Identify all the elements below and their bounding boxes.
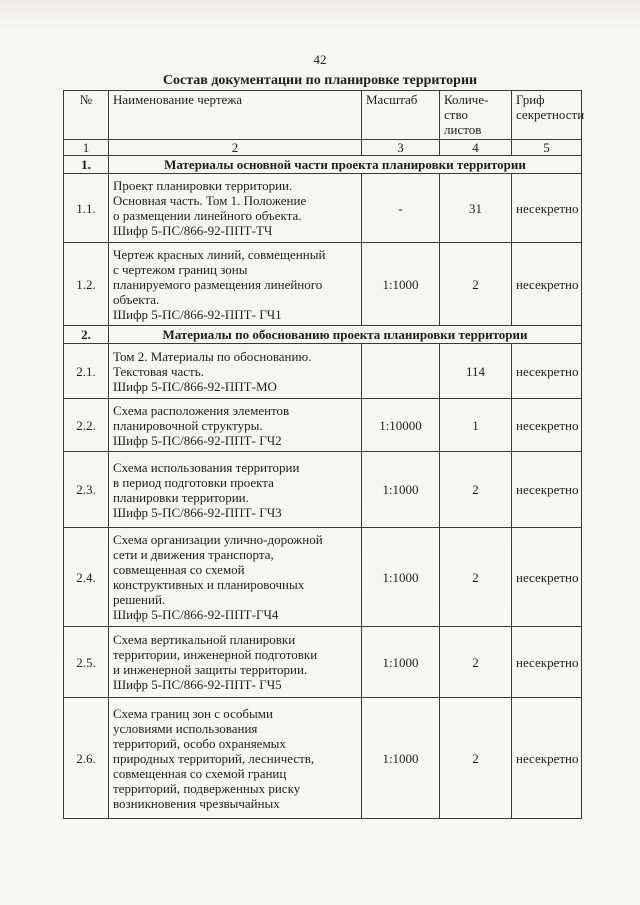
- table-row: [64, 627, 582, 698]
- drawing-name-line: Схема организации улично-дорожной: [113, 532, 323, 547]
- scale-value: 1:1000: [362, 452, 440, 528]
- drawing-name-line: и инженерной защиты территории.: [113, 662, 308, 677]
- sheet-count: 2: [440, 627, 512, 698]
- table-row: [64, 243, 582, 326]
- header-name: Наименование чертежа: [109, 91, 362, 140]
- table-row: [64, 698, 582, 819]
- column-number: 1: [64, 140, 109, 156]
- table-header-row: [64, 91, 582, 140]
- drawing-name-line: конструктивных и планировочных: [113, 577, 305, 592]
- drawing-name-line: Схема вертикальной планировки: [113, 632, 296, 647]
- sheet-count: 1: [440, 399, 512, 452]
- secrecy-value: несекретно: [512, 528, 582, 627]
- secrecy-value: несекретно: [512, 243, 582, 326]
- drawing-name-line: Шифр 5-ПС/866-92-ППТ- ГЧ2: [113, 432, 282, 448]
- drawing-name-line: Шифр 5-ПС/866-92-ППТ-МО: [113, 378, 277, 394]
- section-title: Материалы основной части проекта планировки территории: [109, 156, 582, 174]
- drawing-name-line: о размещении линейного объекта.: [113, 208, 302, 223]
- section-row: [64, 156, 582, 174]
- row-number: 2.5.: [64, 627, 109, 698]
- scale-value: 1:1000: [362, 627, 440, 698]
- drawing-name: [109, 627, 362, 698]
- column-number: 4: [440, 140, 512, 156]
- drawing-name-line: Том 2. Материалы по обоснованию.: [113, 348, 312, 364]
- drawing-name-line: территории, инженерной подготовки: [113, 647, 318, 662]
- drawing-name: [109, 452, 362, 528]
- scale-value: 1:1000: [362, 243, 440, 326]
- documentation-table: [63, 90, 585, 819]
- page-number: 42: [313, 52, 327, 67]
- sheet-count: 2: [440, 698, 512, 819]
- section-title: Материалы по обоснованию проекта планировки территории: [109, 326, 582, 344]
- header-count: Количе-ство листов: [440, 91, 512, 140]
- drawing-name-line: условиями использования: [113, 720, 258, 736]
- drawing-name-line: территорий, подверженных риску: [113, 780, 301, 796]
- drawing-name-line: Шифр 5-ПС/866-92-ППТ-ТЧ: [113, 223, 273, 238]
- scale-value: [362, 344, 440, 399]
- column-number-row: [64, 140, 582, 156]
- scale-value: 1:10000: [362, 399, 440, 452]
- drawing-name-line: совмещенная со схемой: [113, 562, 245, 577]
- sheet-count: 2: [440, 452, 512, 528]
- table-row: [64, 344, 582, 399]
- table-row: [64, 399, 582, 452]
- drawing-name: [109, 698, 362, 819]
- drawing-name-line: в период подготовки проекта: [113, 474, 274, 490]
- column-number: 3: [362, 140, 440, 156]
- drawing-name-line: планируемого размещения линейного: [113, 276, 323, 292]
- table-row: [64, 528, 582, 627]
- drawing-name-line: Схема использования территории: [113, 459, 300, 475]
- drawing-name-line: Шифр 5-ПС/866-92-ППТ- ГЧ3: [113, 504, 282, 520]
- drawing-name-line: планировочной структуры.: [113, 417, 263, 433]
- row-number: 2.3.: [64, 452, 109, 528]
- row-number: 1.2.: [64, 243, 109, 326]
- drawing-name-line: природных территорий, лесничеств,: [113, 750, 315, 766]
- drawing-name-line: Шифр 5-ПС/866-92-ППТ- ГЧ5: [113, 677, 282, 692]
- header-scale: Масштаб: [362, 91, 440, 140]
- drawing-name-line: Чертеж красных линий, совмещенный: [113, 246, 326, 262]
- sheet-count: 114: [440, 344, 512, 399]
- drawing-name-line: Шифр 5-ПС/866-92-ППТ- ГЧ1: [113, 306, 282, 322]
- secrecy-value: несекретно: [512, 399, 582, 452]
- row-number: 2.4.: [64, 528, 109, 627]
- drawing-name-line: Проект планировки территории.: [113, 178, 293, 193]
- section-row: [64, 326, 582, 344]
- row-number: 2.6.: [64, 698, 109, 819]
- drawing-name-line: Основная часть. Том 1. Положение: [113, 193, 307, 208]
- drawing-name-line: Текстовая часть.: [113, 363, 204, 379]
- column-number: 5: [512, 140, 582, 156]
- drawing-name: [109, 344, 362, 399]
- section-number: 1.: [64, 156, 109, 174]
- sheet-count: 2: [440, 243, 512, 326]
- section-number: 2.: [64, 326, 109, 344]
- row-number: 2.1.: [64, 344, 109, 399]
- header-num: №: [64, 91, 109, 140]
- sheet-count: 31: [440, 174, 512, 243]
- drawing-name-line: решений.: [113, 592, 166, 607]
- header-secrecy: Гриф секретности: [512, 91, 582, 140]
- column-number: 2: [109, 140, 362, 156]
- row-number: 2.2.: [64, 399, 109, 452]
- scale-value: 1:1000: [362, 698, 440, 819]
- drawing-name-line: сети и движения транспорта,: [113, 547, 274, 562]
- drawing-name: [109, 399, 362, 452]
- sheet-count: 2: [440, 528, 512, 627]
- secrecy-value: несекретно: [512, 344, 582, 399]
- drawing-name: [109, 528, 362, 627]
- secrecy-value: несекретно: [512, 174, 582, 243]
- table-row: [64, 174, 582, 243]
- scale-value: -: [362, 174, 440, 243]
- scale-value: 1:1000: [362, 528, 440, 627]
- drawing-name-line: с чертежом границ зоны: [113, 261, 248, 277]
- drawing-name: [109, 174, 362, 243]
- document-title: Состав документации по планировке территории: [162, 73, 478, 88]
- drawing-name-line: Схема расположения элементов: [113, 402, 290, 418]
- drawing-name: [109, 243, 362, 326]
- row-number: 1.1.: [64, 174, 109, 243]
- secrecy-value: несекретно: [512, 627, 582, 698]
- drawing-name-line: Шифр 5-ПС/866-92-ППТ-ГЧ4: [113, 607, 279, 622]
- drawing-name-line: возникновения чрезвычайных: [113, 795, 280, 811]
- table-row: [64, 452, 582, 528]
- secrecy-value: несекретно: [512, 698, 582, 819]
- secrecy-value: несекретно: [512, 452, 582, 528]
- drawing-name-line: Схема границ зон с особыми: [113, 705, 273, 721]
- drawing-name-line: совмещенная со схемой границ: [113, 765, 287, 781]
- drawing-name-line: территорий, особо охраняемых: [113, 735, 286, 751]
- drawing-name-line: объекта.: [113, 291, 160, 307]
- drawing-name-line: планировки территории.: [113, 489, 249, 505]
